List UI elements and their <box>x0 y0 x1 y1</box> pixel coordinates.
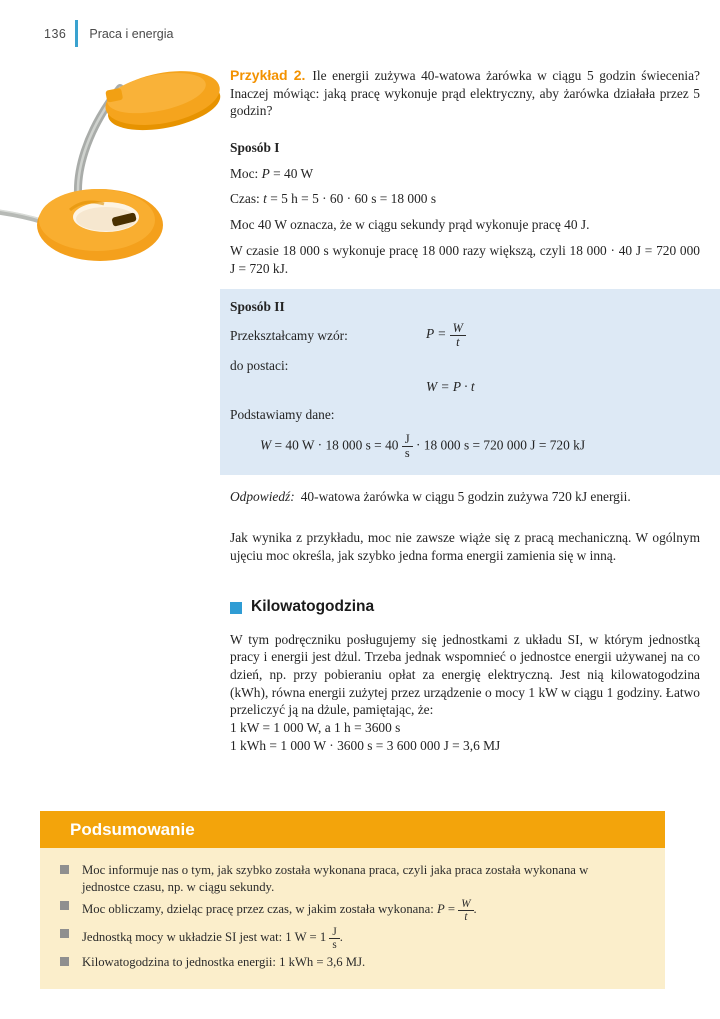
example-label: Przykład 2. <box>230 67 306 83</box>
bullet-square-icon <box>60 929 69 938</box>
fraction-j-s: $\frac{J}{s}$ <box>402 433 413 461</box>
page-header <box>44 20 173 47</box>
method2-transform-row <box>230 322 700 350</box>
formula-p-equals-w-over-t: P = $\frac{W}{t}$ <box>426 326 466 341</box>
summary-body <box>40 848 665 989</box>
summary-bullet-4: Kilowatogodzina to jednostka energii: 1 kWh = 3,6 MJ. <box>60 954 639 971</box>
example-intro <box>230 66 700 120</box>
fraction-w-t: $\frac{W}{t}$ <box>450 322 466 350</box>
answer-paragraph <box>230 488 700 506</box>
method1-label: Sposób I <box>230 140 280 156</box>
time-var: t <box>263 191 267 207</box>
substitute-label: Podstawiamy dane: <box>230 406 335 422</box>
example-question: Ile energii zużywa 40-watowa żarówka w ciągu 5 godzin świecenia? Inaczej mówiąc: jaką pracę wykonuje prąd elektryczny, aby żarówka działała przez 5 godzin? <box>230 68 700 119</box>
summary-bullet-2: Moc obliczamy, dzieląc pracę przez czas, w jakim została wykonana: P = $\frac{W}{t}$ . <box>60 898 639 923</box>
answer-label: Odpowiedź: <box>230 489 295 505</box>
method2-toform-row <box>230 356 700 375</box>
method2-label: Sposób II <box>230 299 285 315</box>
formula-substitution: W = 40 W · 18 000 s = 40 $\frac{J}{s}$ · 18 000 s = 720 000 J = 720 kJ <box>260 431 586 460</box>
transform-label: Przekształcamy wzór: <box>230 327 348 343</box>
method1-note: Moc 40 W oznacza, że w ciągu sekundy prąd wykonuje pracę 40 J. <box>230 217 590 233</box>
power-value: = 40 W <box>269 165 314 181</box>
blue-square-icon <box>230 602 242 614</box>
page-number: 136 <box>44 26 67 41</box>
summary-box <box>40 811 665 989</box>
kilowatt-eq2: 1 kWh = 1 000 W · 3600 s = 3 600 000 J = 3,6 MJ <box>230 737 501 753</box>
bullet-square-icon <box>60 957 69 966</box>
power-var: P <box>261 165 270 181</box>
kilowatt-eq1: 1 kW = 1 000 W, a 1 h = 3600 s <box>230 720 401 736</box>
summary-bullet-1: Moc informuje nas o tym, jak szybko została wykonana praca, czyli jaka praca została wykonana w jednostce czasu, np. w ciągu sekundy. <box>60 862 639 895</box>
chapter-title: Praca i energia <box>89 26 174 41</box>
time-value: = 5 h = 5 · 60 · 60 s = 18 000 s <box>266 191 437 207</box>
kilowatt-paragraph: W tym podręczniku posługujemy się jednostkami z układu SI, w którym jednostką pracy i energii jest dżul. Trzeba jednak wspomnieć o jednostce energii używanej na co dzień, np. przy pobieraniu opłat za energię elektryczną. Jest nią kilowatogodzina (kWh), równa energii zużytej przez urządzenie o mocy 1 kW w ciągu 1 godziny. Łatwo przeliczyć ją na dżule, pamiętając, że: <box>230 631 700 718</box>
bullet-square-icon <box>60 901 69 910</box>
method1-time-line <box>230 190 700 208</box>
to-form-label: do postaci: <box>230 357 289 373</box>
method1-power-line <box>230 165 700 183</box>
main-content <box>230 66 700 754</box>
power-label: Moc: <box>230 165 259 181</box>
fraction-j-s: $\frac{J}{s}$ <box>329 926 339 951</box>
formula-w-equals-pt: W = P · t <box>426 379 475 395</box>
desk-lamp-image <box>0 60 232 272</box>
kilowatt-heading-label: Kilowatogodzina <box>251 598 375 616</box>
kilowatt-heading <box>230 597 700 617</box>
bullet-square-icon <box>60 865 69 874</box>
method2-panel <box>220 289 720 475</box>
summary-title: Podsumowanie <box>70 819 195 839</box>
time-label: Czas: <box>230 191 260 207</box>
answer-text: 40-watowa żarówka w ciągu 5 godzin zużywa 720 kJ energii. <box>300 489 631 505</box>
summary-header <box>40 811 665 848</box>
fraction-w-t: $\frac{W}{t}$ <box>458 898 473 923</box>
header-divider <box>75 20 78 47</box>
summary-bullet-3: Jednostką mocy w układzie SI jest wat: 1 W = 1 $\frac{J}{s}$ . <box>60 926 639 951</box>
desk-lamp-icon <box>0 60 232 272</box>
method1-conclusion: W czasie 18 000 s wykonuje pracę 18 000 razy większą, czyli 18 000 · 40 J = 720 000 J = 720 kJ. <box>230 242 700 276</box>
note-paragraph: Jak wynika z przykładu, moc nie zawsze wiąże się z pracą mechaniczną. W ogólnym ujęciu moc określa, jak szybko jedna forma energii zamienia się w inną. <box>230 529 700 563</box>
